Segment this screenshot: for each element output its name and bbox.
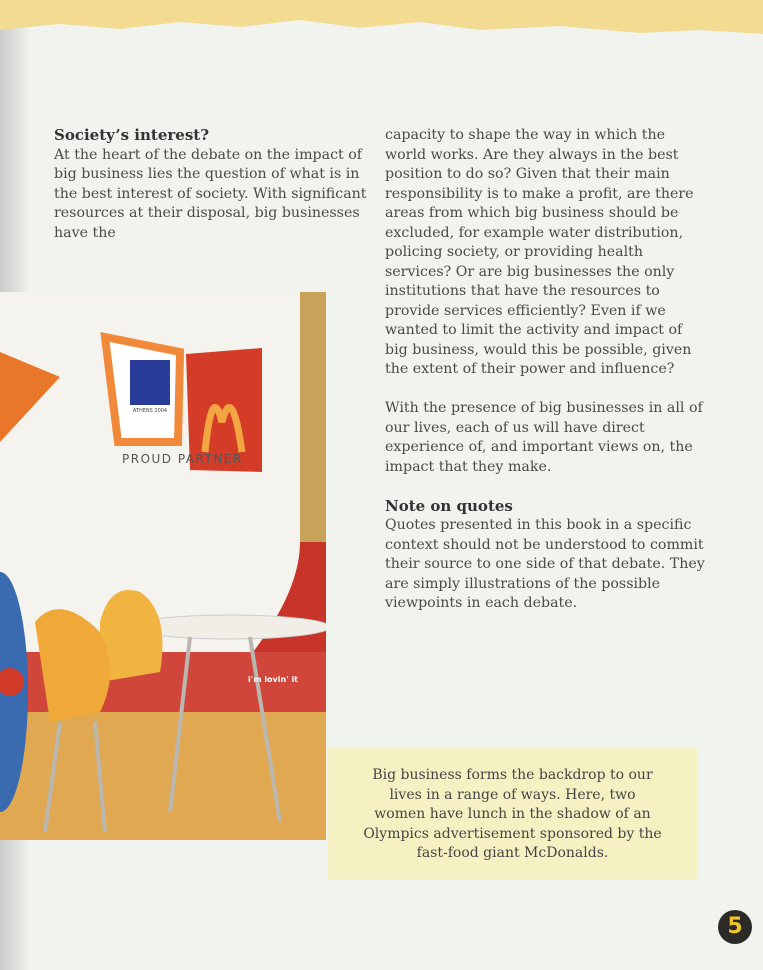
page-number: 5	[718, 910, 752, 944]
photo-mcdonalds-olympics	[0, 292, 326, 840]
athens-label: ATHENS 2004	[132, 408, 168, 414]
photo-caption	[328, 748, 697, 880]
section-heading: Note on quotes	[385, 496, 513, 515]
right-column	[385, 126, 705, 614]
body-text: At the heart of the debate on the impact of big business lies the question of what is in the best interest of society. With significant resources at their disposal, big businesses have the	[54, 146, 367, 241]
torn-paper-header	[0, 0, 763, 40]
banner-slogan: i'm lovin' it	[248, 675, 299, 684]
body-text: With the presence of big businesses in all of our lives, each of us will have direct experience of, and important views on, the impact that they make.	[385, 400, 703, 475]
body-text: capacity to shape the way in which the world works. Are they always in the best position to do so? Given that their main responsibility is to make a profit, are there areas from which big business should be excluded, for example water distribution, policing society, or providing health services? Or are big businesses the only institutions that have the resources to provide services efficiently? Even if we wanted to limit the activity and impact of big business, would this be possible, given the extent of their power and influence?	[385, 127, 694, 377]
body-text: Quotes presented in this book in a specific context should not be understood to commit their source to one side of that debate. They are simply illustrations of the possible viewpoints in each debate.	[385, 517, 705, 611]
proud-partner-text: PROUD PARTNER	[122, 452, 243, 466]
section-heading: Society’s interest?	[54, 126, 209, 144]
caption-text: Big business forms the backdrop to our lives in a range of ways. Here, two women have lunch in the shadow of an Olympics advertisement sponsored by the fast-food giant McDonalds.	[363, 767, 662, 861]
left-column	[54, 126, 374, 243]
